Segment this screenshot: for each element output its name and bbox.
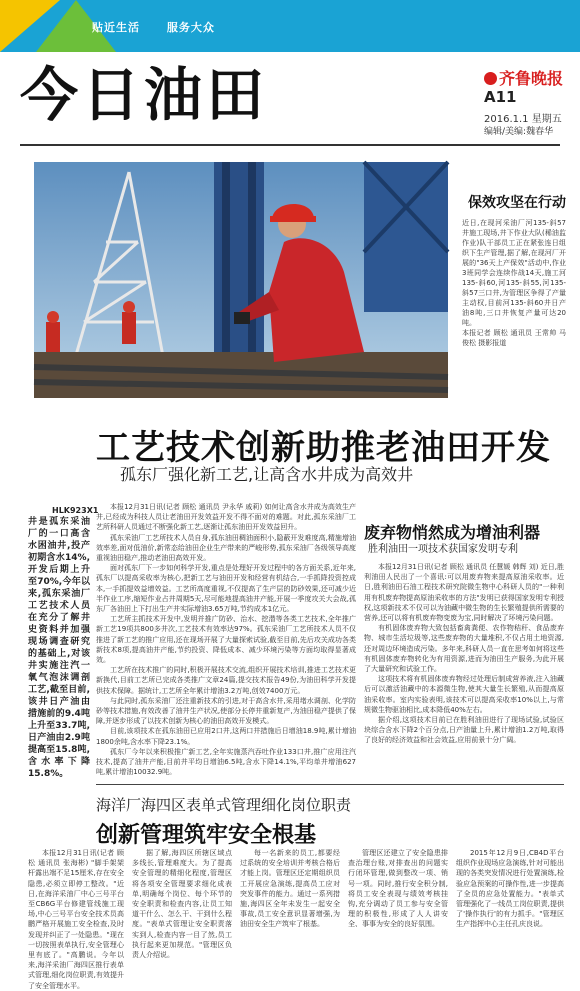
- main-paragraph: 孤东采油厂工艺所技术人员自身,孤东油田稠油面积小,隐蔽开发难度高,精施增油效率差,面对低油价,新常态给油田企业生产带来的严峻形势,孤东采油厂各级领导高度重视油田稳产,推动老油田高效开发。: [96, 533, 356, 563]
- main-paragraph: 工艺所在技术推广的同时,积极开展技术交流,组织开展技术培训,推进工艺技术更新换代,目前工艺所已完成各类推广文章24篇,提交技术报告49份,为油田科学开发提供技术保障。据统计,工艺所全年累计增油3.2万吨,创效7400万元。: [96, 666, 356, 695]
- bottom-column-4: [348, 848, 448, 976]
- top-banner: [0, 0, 580, 52]
- brief-text: 井是孤东采油厂的一口高含水困油井,投产初期含水14%,开发后期上升至70%,今年以来,孤东采油厂工艺技术人员在充分了解井史资料并加强现场调查研究的基础上,对该井实施注汽一氧气泡沫调剖工艺,截至目前,该井日产油由措施前的9.4吨上升至33.7吨,日产油由2.9吨提高至15.8吨,含水率下降15.8%。: [28, 517, 90, 779]
- right-paragraph: 据介绍,这项技术目前已在胜利油田进行了现场试验,试验区块综合含水下降2个百分点,日产油量上升,累计增油1.2万吨,取得了良好的经济效益和社会效益,应用前景十分广阔。: [364, 716, 564, 745]
- editor-credit: 编辑/美编:魏春华: [484, 127, 554, 137]
- paper-name: 齐鲁晚报: [499, 69, 564, 88]
- right-paragraph: 本报12月31日讯(记者 顾松 通讯员 任慧媛 韩辉 刘) 近日,胜利油田人民出了一个喜讯:可以用废弃物来提高原油采收率。近日,胜利油田石油工程技术研究院微生物中心科研人员的"一种利用有机废弃物提高原油采收率的方法"发明已获得国家发明专利授权,这项新技术不仅可以为油藏中微生物的生长繁殖提供所需要的营养,还可以将有机废弃物变废为宝,同时解决了环境污染问题。: [364, 563, 564, 623]
- bottom-paragraph: 本报12月31日讯(记者 顾松 通讯员 张海彬) "脚手架架杆露出端不足15厘米,存在安全隐患,必须立即停工整改。"近日,在海洋采油厂中心三号平台至CB6G平台修建管线施工现场,中心三号平台安全技术员高鹏严格开展施工安全检查,及时发现并纠正了一处隐患。"现在一切按照表单执行,安全管理心里有底了。"高鹏说。今年以来,海洋采油厂海四区推行表单式管理,细化岗位职责,有效提升了安全管理水平。: [28, 849, 124, 990]
- main-subheadline: 孤东厂强化新工艺,让高含水井成为高效井: [120, 465, 414, 484]
- paper-logo: [484, 66, 563, 89]
- bottom-paragraph: 据了解,海四区所辖区域点多线长,管理难度大。为了提高安全管理的精细化程度,管理区将各项安全管理要求细化成表单,明确每个岗位、每个环节的安全职责和检查内容,让员工知道干什么、怎么干、干到什么程度。"表单式管理让安全职责落实到人,检查内容一目了然,员工执行起来更加规范。"管理区负责人介绍说。: [132, 849, 232, 960]
- masthead-rule: [20, 144, 560, 146]
- banner-slogan: [92, 19, 237, 35]
- bottom-title: 创新管理筑牢安全根基: [96, 823, 317, 848]
- bottom-column-3: [240, 848, 340, 976]
- bottom-column-5: [456, 848, 564, 976]
- right-paragraph: 这项技术将有机固体废弃物经过处理后制成营养液,注入油藏后可以激活油藏中的本源微生物,使其大量生长繁殖,从而提高原油采收率。室内实验表明,该技术可以提高采收率10%以上,与常规微生物驱油相比,成本降低40%左右。: [364, 675, 564, 714]
- bottom-paragraph: 管理区还建立了安全隐患排查治理台账,对排查出的问题实行闭环管理,做到整改一项、销号一项。同时,推行安全积分制,将员工安全表现与绩效考核挂钩,充分调动了员工参与安全管理的积极性,形成了人人讲安全、事事为安全的良好氛围。: [348, 849, 448, 929]
- page-number: A11: [484, 88, 517, 106]
- issue-date: 2016.1.1 星期五: [484, 114, 562, 125]
- bottom-column-2: [132, 848, 232, 976]
- oilfield-worker-photo: [34, 162, 448, 398]
- main-paragraph: 工艺所主抓技术开发中,发明并推广防砂、治水、挖潜等各类工艺技术,全年推广新工艺19项共800多井次,工艺技术有效率达97%。孤东采油厂工艺所技术人员不仅推进了新工艺的推广应用,还在现场开展了大量探索试验,截至目前,先后攻关成功各类新技术8项,提高油井产能,节约投资、降低成本、减少环境污染等方面均取得显著成效。: [96, 615, 356, 665]
- bottom-kicker: 海洋厂海四区表单式管理细化岗位职责: [96, 796, 352, 814]
- main-paragraph: 孤东厂今年以来积极推广新工艺,全年实施蒸汽吞吐作业133口井,推广应用注汽技术,提高了油井产能,目前井平均日增油6.5吨,含水下降14.1%,平均单井增油627吨,累计增油10032.9吨。: [96, 747, 356, 777]
- section-divider: [96, 784, 564, 785]
- right-paragraph: 有机固体废弃物大致包括畜禽粪便、农作物秸秆、食品废弃物、城市生活垃圾等,这些废弃物的大量堆积,不仅占用土地资源,还对周边环境造成污染。多年来,科研人员一直在思考如何将这些有机固体废弃物转化为有用资源,进而为油田生产服务,为此开展了大量研究和试验工作。: [364, 624, 564, 674]
- page-title: 今日油田: [20, 61, 269, 129]
- main-headline: 工艺技术创新助推老油田开发: [96, 428, 551, 468]
- main-paragraph: 与此同时,孤东采油厂还注重新技术的引进,对于高含水井,采用堵水调剖、化学防砂等技术措施,有效改善了油井生产状况,使部分长停井重新复产,为油田稳产提供了保障,并逐步形成了以技术创新为核心的油田高效开发模式。: [96, 696, 356, 726]
- bottom-column-1: [28, 848, 124, 990]
- main-paragraph: 面对孤东厂下一步如何科学开发,重点是处理好开发过程中的各方面关系,近年来,孤东厂以提高采收率为核心,把新工艺与油田开发和经营有机结合,一手抓降投资控成本,一手抓提效益增效益。工艺所高度重视,不仅提高了生产层的防砂效果,还可减少近半作业工序,缩短作业占井周期5天,尽可能地提高油井产能,开展一季度攻关大会战,孤东厂各油田上下打出生产井实际增油3.65万吨,节约成本1亿元。: [96, 564, 356, 614]
- brief-code: HLK923X1: [52, 506, 99, 515]
- right-article: [364, 562, 564, 746]
- main-article: [96, 502, 356, 777]
- sidebar-body: 近日,在现河采油厂河135-斜57井施工现场,井下作业大队(稀油监作业)队干部员工正在紧张连日组织下生产管理,据了解,在现河厂开展的"36天上产保效"活动中,作业3班同学会连续作战14天,施工河135-斜60,河135-斜55,河135-斜57三口井,为管理区争得了产量主动权,目前河135-斜60井日产油8吨,三口井恢复产量可达20吨。: [462, 219, 566, 327]
- bottom-paragraph: 2015年12月9日,CB4D平台组织作业现场应急演练,针对可能出现的各类突发情况进行处置演练,检验应急预案的可操作性,进一步提高了全员的应急处置能力。"表单式管理强化了一线员工岗位职责,提供了'操作执行'的有力抓手。"管理区生产指挥中心主任孔庆良说。: [456, 849, 564, 929]
- sidebar-byline: 本报记者 顾松 通讯员 王常帅 马俊松 摄影报道: [462, 329, 566, 347]
- slogan-left: 贴近生活: [92, 21, 140, 34]
- logo-mark-icon: [484, 72, 497, 85]
- sidebar-title: 保效攻坚在行动: [468, 195, 566, 211]
- sidebar-text: [462, 218, 566, 348]
- right-article-title: 废弃物悄然成为增油利器: [364, 523, 541, 542]
- main-paragraph: 目前,该项技术在孤东油田已应用2口井,这两口井措施后日增油18.9吨,累计增油1800余吨,含水率下降23.1%。: [96, 727, 356, 746]
- right-article-subtitle: 胜利油田一项技术获国家发明专利: [368, 544, 518, 555]
- slogan-right: 服务大众: [166, 21, 215, 34]
- bottom-paragraph: 每一名新来的员工,都要经过系统的安全培训并考核合格后才能上岗。管理区还定期组织员工开展应急演练,提高员工应对突发事件的能力。通过一系列措施,海四区全年未发生一起安全事故,员工安全意识显著增强,为油田安全生产筑牢了根基。: [240, 849, 340, 929]
- main-paragraph: 本报12月31日讯(记者 顾松 通讯员 尹永华 戚莉) 如何让高含水井成为高效生产井,已经成为科技人员让老油田开发效益开发不得不面对的难题。对此,孤东采油厂工艺所科研人员通过不断强化新工艺,逐渐让孤东油田开发效益回升。: [96, 503, 356, 532]
